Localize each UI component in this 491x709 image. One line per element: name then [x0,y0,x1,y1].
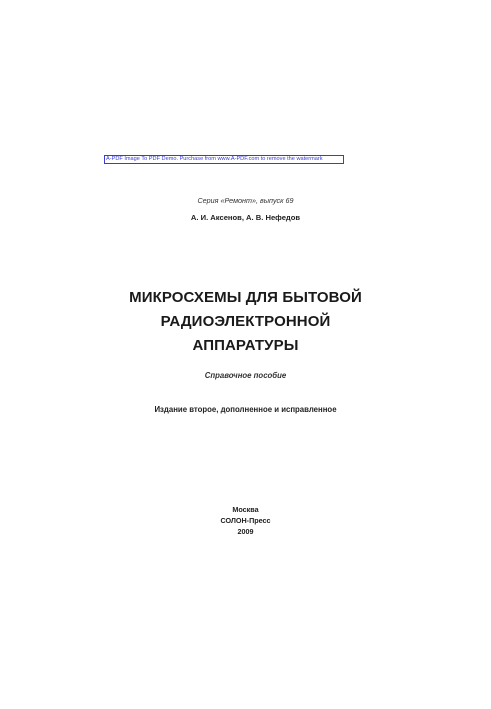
watermark-text: A-PDF Image To PDF Demo. Purchase from www.A-PDF.com to remove the watermark [106,156,323,162]
imprint-year: 2009 [237,527,254,536]
edition-note: Издание второе, дополненное и исправленное [154,405,337,414]
book-title-line-1: МИКРОСХЕМЫ ДЛЯ БЫТОВОЙ [129,289,362,306]
imprint-city: Москва [232,505,259,514]
book-title-line-3: АППАРАТУРЫ [192,337,299,354]
imprint-publisher: СОЛОН-Пресс [220,516,271,525]
authors-line: А. И. Аксенов, А. В. Нефедов [190,213,301,222]
series-line: Серия «Ремонт», выпуск 69 [197,196,294,205]
book-subtitle: Справочное пособие [204,371,287,380]
book-title-line-2: РАДИОЭЛЕКТРОННОЙ [160,313,331,330]
watermark-link[interactable] [104,155,344,164]
